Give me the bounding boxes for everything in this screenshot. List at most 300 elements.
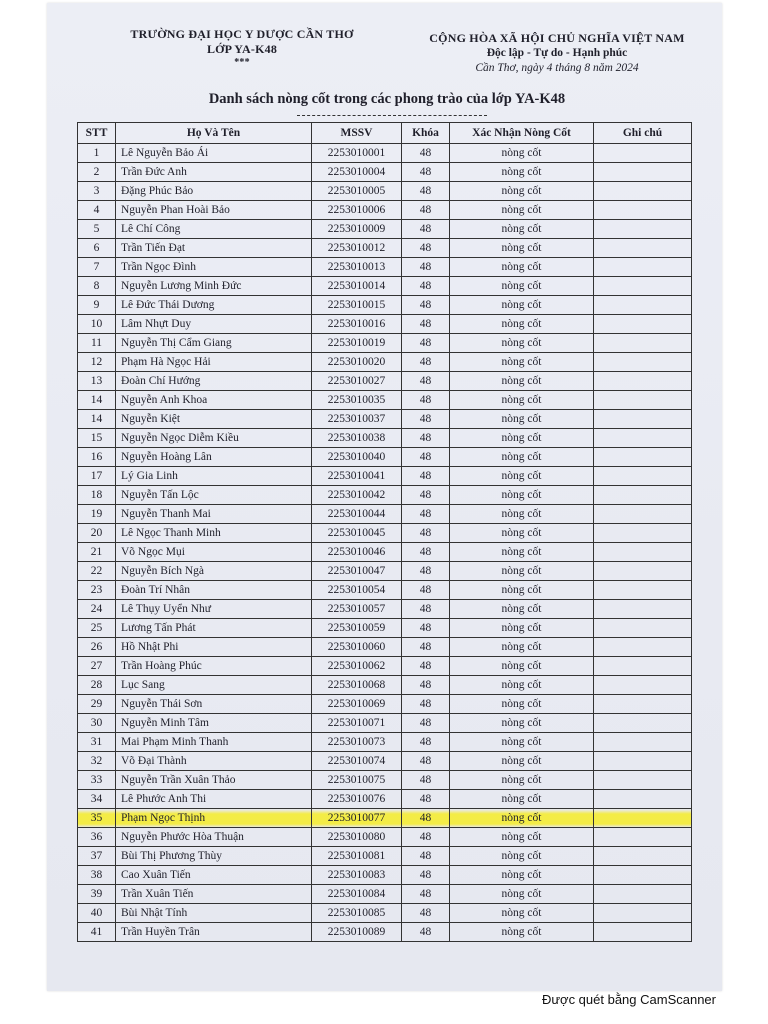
- cell-notes: [594, 638, 692, 657]
- cell-notes: [594, 505, 692, 524]
- cell-stt: 16: [78, 448, 116, 467]
- cell-student-id: 2253010089: [312, 923, 402, 942]
- national-motto-title: CỘNG HÒA XÃ HỘI CHỦ NGHĨA VIỆT NAM: [429, 31, 685, 45]
- cell-student-id: 2253010004: [312, 163, 402, 182]
- cell-stt: 32: [78, 752, 116, 771]
- cell-name: Trần Ngọc Đình: [116, 258, 312, 277]
- table-row: [78, 771, 692, 790]
- cell-cohort: 48: [402, 467, 450, 486]
- cell-notes: [594, 315, 692, 334]
- column-header-name: Họ Và Tên: [116, 123, 312, 144]
- cell-core-confirmation: nòng cốt: [450, 334, 594, 353]
- cell-name: Hồ Nhật Phi: [116, 638, 312, 657]
- cell-student-id: 2253010077: [312, 809, 402, 828]
- cell-student-id: 2253010015: [312, 296, 402, 315]
- cell-student-id: 2253010005: [312, 182, 402, 201]
- cell-cohort: 48: [402, 163, 450, 182]
- cell-core-confirmation: nòng cốt: [450, 524, 594, 543]
- cell-core-confirmation: nòng cốt: [450, 809, 594, 828]
- cell-core-confirmation: nòng cốt: [450, 657, 594, 676]
- cell-name: Nguyễn Hoàng Lân: [116, 448, 312, 467]
- cell-core-confirmation: nòng cốt: [450, 885, 594, 904]
- cell-cohort: 48: [402, 543, 450, 562]
- cell-core-confirmation: nòng cốt: [450, 467, 594, 486]
- table-row: [78, 562, 692, 581]
- cell-name: Lục Sang: [116, 676, 312, 695]
- cell-cohort: 48: [402, 619, 450, 638]
- cell-name: Trần Xuân Tiến: [116, 885, 312, 904]
- cell-notes: [594, 562, 692, 581]
- cell-name: Lương Tấn Phát: [116, 619, 312, 638]
- cell-cohort: 48: [402, 828, 450, 847]
- cell-core-confirmation: nòng cốt: [450, 752, 594, 771]
- cell-stt: 22: [78, 562, 116, 581]
- camscanner-watermark: Được quét bằng CamScanner: [541, 992, 716, 1007]
- cell-cohort: 48: [402, 524, 450, 543]
- cell-notes: [594, 182, 692, 201]
- cell-core-confirmation: nòng cốt: [450, 866, 594, 885]
- cell-stt: 4: [78, 201, 116, 220]
- cell-notes: [594, 372, 692, 391]
- cell-stt: 21: [78, 543, 116, 562]
- cell-student-id: 2253010054: [312, 581, 402, 600]
- cell-name: Trần Tiến Đạt: [116, 239, 312, 258]
- cell-student-id: 2253010059: [312, 619, 402, 638]
- cell-cohort: 48: [402, 790, 450, 809]
- cell-cohort: 48: [402, 391, 450, 410]
- cell-stt: 7: [78, 258, 116, 277]
- cell-notes: [594, 391, 692, 410]
- column-header-core-confirmation: Xác Nhận Nòng Cốt: [450, 123, 594, 144]
- cell-name: Võ Đại Thành: [116, 752, 312, 771]
- cell-core-confirmation: nòng cốt: [450, 239, 594, 258]
- cell-notes: [594, 885, 692, 904]
- cell-name: Phạm Hà Ngọc Hải: [116, 353, 312, 372]
- table-row: [78, 809, 692, 828]
- cell-stt: 14: [78, 391, 116, 410]
- cell-cohort: 48: [402, 486, 450, 505]
- table-row: [78, 543, 692, 562]
- table-row: [78, 353, 692, 372]
- cell-core-confirmation: nòng cốt: [450, 353, 594, 372]
- cell-student-id: 2253010080: [312, 828, 402, 847]
- cell-name: Nguyễn Trần Xuân Thảo: [116, 771, 312, 790]
- table-row: [78, 847, 692, 866]
- cell-notes: [594, 676, 692, 695]
- column-header-stt: STT: [78, 123, 116, 144]
- cell-name: Nguyễn Ngọc Diễm Kiều: [116, 429, 312, 448]
- cell-name: Nguyễn Thanh Mai: [116, 505, 312, 524]
- table-row: [78, 695, 692, 714]
- table-row: [78, 733, 692, 752]
- cell-stt: 6: [78, 239, 116, 258]
- cell-notes: [594, 771, 692, 790]
- table-row: [78, 923, 692, 942]
- cell-student-id: 2253010068: [312, 676, 402, 695]
- cell-student-id: 2253010037: [312, 410, 402, 429]
- cell-notes: [594, 923, 692, 942]
- cell-notes: [594, 809, 692, 828]
- cell-core-confirmation: nòng cốt: [450, 296, 594, 315]
- cell-name: Trần Huyền Trân: [116, 923, 312, 942]
- cell-stt: 34: [78, 790, 116, 809]
- cell-name: Đặng Phúc Bảo: [116, 182, 312, 201]
- cell-stt: 17: [78, 467, 116, 486]
- core-members-table: [77, 122, 692, 942]
- cell-core-confirmation: nòng cốt: [450, 277, 594, 296]
- cell-notes: [594, 600, 692, 619]
- cell-cohort: 48: [402, 676, 450, 695]
- cell-notes: [594, 790, 692, 809]
- cell-core-confirmation: nòng cốt: [450, 486, 594, 505]
- cell-stt: 30: [78, 714, 116, 733]
- cell-stt: 41: [78, 923, 116, 942]
- cell-student-id: 2253010006: [312, 201, 402, 220]
- table-row: [78, 277, 692, 296]
- cell-cohort: 48: [402, 638, 450, 657]
- cell-student-id: 2253010009: [312, 220, 402, 239]
- cell-name: Đoàn Trí Nhân: [116, 581, 312, 600]
- cell-stt: 36: [78, 828, 116, 847]
- cell-stt: 27: [78, 657, 116, 676]
- cell-notes: [594, 410, 692, 429]
- cell-student-id: 2253010016: [312, 315, 402, 334]
- cell-student-id: 2253010012: [312, 239, 402, 258]
- cell-notes: [594, 847, 692, 866]
- cell-stt: 23: [78, 581, 116, 600]
- table-row: [78, 296, 692, 315]
- table-row: [78, 505, 692, 524]
- cell-name: Cao Xuân Tiến: [116, 866, 312, 885]
- cell-student-id: 2253010081: [312, 847, 402, 866]
- cell-student-id: 2253010040: [312, 448, 402, 467]
- cell-name: Nguyễn Lương Minh Đức: [116, 277, 312, 296]
- cell-core-confirmation: nòng cốt: [450, 562, 594, 581]
- cell-stt: 12: [78, 353, 116, 372]
- table-row: [78, 467, 692, 486]
- cell-student-id: 2253010046: [312, 543, 402, 562]
- cell-name: Nguyễn Thái Sơn: [116, 695, 312, 714]
- cell-student-id: 2253010020: [312, 353, 402, 372]
- cell-stt: 28: [78, 676, 116, 695]
- cell-name: Mai Phạm Minh Thanh: [116, 733, 312, 752]
- cell-stt: 5: [78, 220, 116, 239]
- cell-notes: [594, 296, 692, 315]
- cell-student-id: 2253010073: [312, 733, 402, 752]
- cell-stt: 37: [78, 847, 116, 866]
- cell-student-id: 2253010069: [312, 695, 402, 714]
- cell-student-id: 2253010084: [312, 885, 402, 904]
- table-row: [78, 144, 692, 163]
- cell-student-id: 2253010019: [312, 334, 402, 353]
- cell-stt: 10: [78, 315, 116, 334]
- cell-core-confirmation: nòng cốt: [450, 695, 594, 714]
- cell-cohort: 48: [402, 182, 450, 201]
- cell-name: Võ Ngọc Mụi: [116, 543, 312, 562]
- cell-stt: 3: [78, 182, 116, 201]
- cell-notes: [594, 201, 692, 220]
- cell-cohort: 48: [402, 277, 450, 296]
- table-header-row: [78, 123, 692, 144]
- cell-notes: [594, 258, 692, 277]
- cell-name: Nguyễn Anh Khoa: [116, 391, 312, 410]
- cell-cohort: 48: [402, 733, 450, 752]
- cell-core-confirmation: nòng cốt: [450, 315, 594, 334]
- cell-name: Lê Ngọc Thanh Minh: [116, 524, 312, 543]
- table-row: [78, 676, 692, 695]
- cell-stt: 35: [78, 809, 116, 828]
- national-motto-subtitle: Độc lập - Tự do - Hạnh phúc: [486, 47, 628, 59]
- document-title: Danh sách nòng cốt trong các phong trào của lớp YA-K48: [208, 91, 566, 107]
- cell-name: Nguyễn Phan Hoài Bảo: [116, 201, 312, 220]
- cell-name: Trần Đức Anh: [116, 163, 312, 182]
- cell-cohort: 48: [402, 258, 450, 277]
- cell-core-confirmation: nòng cốt: [450, 182, 594, 201]
- cell-cohort: 48: [402, 904, 450, 923]
- cell-cohort: 48: [402, 885, 450, 904]
- column-header-notes: Ghi chú: [594, 123, 692, 144]
- cell-notes: [594, 904, 692, 923]
- table-row: [78, 334, 692, 353]
- cell-student-id: 2253010014: [312, 277, 402, 296]
- cell-stt: 8: [78, 277, 116, 296]
- cell-notes: [594, 619, 692, 638]
- table-row: [78, 866, 692, 885]
- cell-cohort: 48: [402, 315, 450, 334]
- table-row: [78, 391, 692, 410]
- table-row: [78, 638, 692, 657]
- cell-cohort: 48: [402, 353, 450, 372]
- cell-notes: [594, 714, 692, 733]
- cell-name: Lê Phước Anh Thi: [116, 790, 312, 809]
- column-header-cohort: Khóa: [402, 123, 450, 144]
- cell-notes: [594, 467, 692, 486]
- cell-cohort: 48: [402, 866, 450, 885]
- cell-cohort: 48: [402, 847, 450, 866]
- cell-student-id: 2253010060: [312, 638, 402, 657]
- cell-student-id: 2253010027: [312, 372, 402, 391]
- cell-name: Phạm Ngọc Thịnh: [116, 809, 312, 828]
- table-body: [78, 144, 692, 942]
- cell-cohort: 48: [402, 144, 450, 163]
- cell-notes: [594, 866, 692, 885]
- cell-stt: 13: [78, 372, 116, 391]
- table-row: [78, 163, 692, 182]
- cell-cohort: 48: [402, 429, 450, 448]
- cell-student-id: 2253010074: [312, 752, 402, 771]
- cell-cohort: 48: [402, 657, 450, 676]
- cell-cohort: 48: [402, 448, 450, 467]
- cell-notes: [594, 486, 692, 505]
- cell-stt: 15: [78, 429, 116, 448]
- cell-core-confirmation: nòng cốt: [450, 923, 594, 942]
- cell-name: Bùi Thị Phương Thùy: [116, 847, 312, 866]
- place-date-line: Cần Thơ, ngày 4 tháng 8 năm 2024: [475, 62, 639, 74]
- cell-notes: [594, 733, 692, 752]
- cell-core-confirmation: nòng cốt: [450, 372, 594, 391]
- cell-student-id: 2253010041: [312, 467, 402, 486]
- cell-student-id: 2253010083: [312, 866, 402, 885]
- cell-core-confirmation: nòng cốt: [450, 448, 594, 467]
- cell-core-confirmation: nòng cốt: [450, 581, 594, 600]
- table-row: [78, 904, 692, 923]
- table-row: [78, 619, 692, 638]
- cell-name: Trần Hoàng Phúc: [116, 657, 312, 676]
- table-row: [78, 790, 692, 809]
- cell-core-confirmation: nòng cốt: [450, 771, 594, 790]
- cell-cohort: 48: [402, 201, 450, 220]
- table-row: [78, 885, 692, 904]
- cell-core-confirmation: nòng cốt: [450, 505, 594, 524]
- cell-name: Bùi Nhật Tính: [116, 904, 312, 923]
- scanned-document-page: [47, 3, 722, 991]
- table-row: [78, 714, 692, 733]
- cell-stt: 39: [78, 885, 116, 904]
- table-row: [78, 752, 692, 771]
- cell-stt: 19: [78, 505, 116, 524]
- cell-student-id: 2253010085: [312, 904, 402, 923]
- table-row: [78, 524, 692, 543]
- cell-notes: [594, 752, 692, 771]
- cell-core-confirmation: nòng cốt: [450, 828, 594, 847]
- cell-notes: [594, 695, 692, 714]
- cell-stt: 29: [78, 695, 116, 714]
- cell-notes: [594, 448, 692, 467]
- cell-core-confirmation: nòng cốt: [450, 676, 594, 695]
- cell-stt: 14: [78, 410, 116, 429]
- cell-notes: [594, 220, 692, 239]
- cell-core-confirmation: nòng cốt: [450, 733, 594, 752]
- cell-cohort: 48: [402, 410, 450, 429]
- cell-name: Nguyễn Minh Tâm: [116, 714, 312, 733]
- cell-cohort: 48: [402, 809, 450, 828]
- university-header: [117, 27, 367, 69]
- cell-stt: 18: [78, 486, 116, 505]
- cell-student-id: 2253010047: [312, 562, 402, 581]
- cell-core-confirmation: nòng cốt: [450, 714, 594, 733]
- cell-cohort: 48: [402, 562, 450, 581]
- cell-name: Nguyễn Tấn Lộc: [116, 486, 312, 505]
- cell-student-id: 2253010001: [312, 144, 402, 163]
- cell-name: Lý Gia Linh: [116, 467, 312, 486]
- cell-cohort: 48: [402, 695, 450, 714]
- cell-stt: 26: [78, 638, 116, 657]
- cell-notes: [594, 334, 692, 353]
- class-name: LỚP YA-K48: [206, 42, 278, 56]
- cell-stt: 33: [78, 771, 116, 790]
- table-row: [78, 220, 692, 239]
- cell-stt: 2: [78, 163, 116, 182]
- table-row: [78, 258, 692, 277]
- cell-cohort: 48: [402, 771, 450, 790]
- cell-name: Lê Chí Công: [116, 220, 312, 239]
- national-header: [407, 31, 707, 76]
- university-name: TRƯỜNG ĐẠI HỌC Y DƯỢC CẦN THƠ: [130, 27, 354, 41]
- cell-core-confirmation: nòng cốt: [450, 258, 594, 277]
- cell-student-id: 2253010038: [312, 429, 402, 448]
- cell-student-id: 2253010057: [312, 600, 402, 619]
- cell-notes: [594, 828, 692, 847]
- table-row: [78, 429, 692, 448]
- cell-core-confirmation: nòng cốt: [450, 201, 594, 220]
- cell-cohort: 48: [402, 239, 450, 258]
- cell-core-confirmation: nòng cốt: [450, 220, 594, 239]
- cell-name: Nguyễn Phước Hòa Thuận: [116, 828, 312, 847]
- cell-cohort: 48: [402, 600, 450, 619]
- table-row: [78, 600, 692, 619]
- column-header-student-id: MSSV: [312, 123, 402, 144]
- cell-cohort: 48: [402, 220, 450, 239]
- cell-core-confirmation: nòng cốt: [450, 410, 594, 429]
- cell-core-confirmation: nòng cốt: [450, 790, 594, 809]
- cell-name: Đoàn Chí Hướng: [116, 372, 312, 391]
- cell-name: Lê Nguyễn Bảo Ái: [116, 144, 312, 163]
- cell-cohort: 48: [402, 752, 450, 771]
- table-row: [78, 201, 692, 220]
- cell-student-id: 2253010076: [312, 790, 402, 809]
- cell-student-id: 2253010044: [312, 505, 402, 524]
- cell-cohort: 48: [402, 923, 450, 942]
- table-row: [78, 448, 692, 467]
- cell-stt: 1: [78, 144, 116, 163]
- cell-cohort: 48: [402, 372, 450, 391]
- cell-student-id: 2253010075: [312, 771, 402, 790]
- cell-core-confirmation: nòng cốt: [450, 600, 594, 619]
- cell-notes: [594, 144, 692, 163]
- cell-notes: [594, 429, 692, 448]
- cell-core-confirmation: nòng cốt: [450, 144, 594, 163]
- cell-stt: 9: [78, 296, 116, 315]
- cell-student-id: 2253010042: [312, 486, 402, 505]
- cell-name: Nguyễn Kiệt: [116, 410, 312, 429]
- cell-name: Nguyễn Thị Cẩm Giang: [116, 334, 312, 353]
- cell-notes: [594, 524, 692, 543]
- cell-cohort: 48: [402, 714, 450, 733]
- cell-notes: [594, 543, 692, 562]
- cell-core-confirmation: nòng cốt: [450, 429, 594, 448]
- cell-core-confirmation: nòng cốt: [450, 619, 594, 638]
- cell-notes: [594, 239, 692, 258]
- cell-student-id: 2253010035: [312, 391, 402, 410]
- cell-notes: [594, 163, 692, 182]
- table-row: [78, 410, 692, 429]
- cell-core-confirmation: nòng cốt: [450, 391, 594, 410]
- cell-stt: 24: [78, 600, 116, 619]
- cell-student-id: 2253010013: [312, 258, 402, 277]
- cell-core-confirmation: nòng cốt: [450, 904, 594, 923]
- cell-core-confirmation: nòng cốt: [450, 543, 594, 562]
- cell-notes: [594, 353, 692, 372]
- cell-cohort: 48: [402, 581, 450, 600]
- table-row: [78, 315, 692, 334]
- cell-core-confirmation: nòng cốt: [450, 638, 594, 657]
- cell-stt: 38: [78, 866, 116, 885]
- cell-cohort: 48: [402, 505, 450, 524]
- cell-name: Lê Đức Thái Dương: [116, 296, 312, 315]
- table-row: [78, 372, 692, 391]
- cell-stt: 11: [78, 334, 116, 353]
- cell-student-id: 2253010071: [312, 714, 402, 733]
- cell-student-id: 2253010045: [312, 524, 402, 543]
- cell-student-id: 2253010062: [312, 657, 402, 676]
- cell-notes: [594, 277, 692, 296]
- table-row: [78, 182, 692, 201]
- cell-core-confirmation: nòng cốt: [450, 847, 594, 866]
- title-underline: [297, 115, 487, 116]
- cell-stt: 31: [78, 733, 116, 752]
- cell-stt: 25: [78, 619, 116, 638]
- table-row: [78, 486, 692, 505]
